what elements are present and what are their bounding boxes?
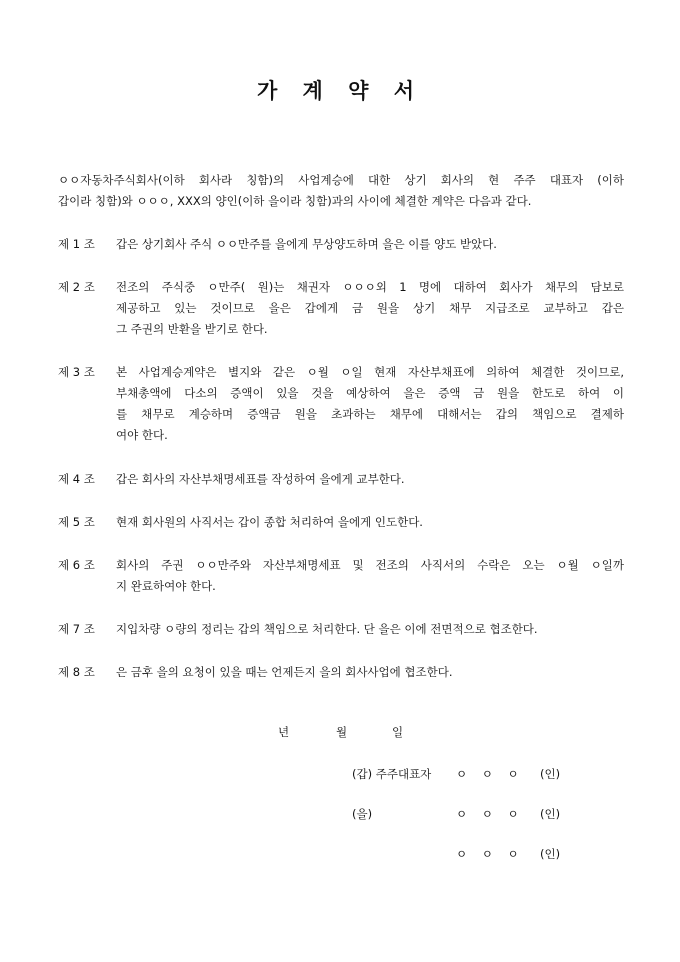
date-month: 월	[336, 725, 348, 739]
article-line: 갑은 상기회사 주식 ㅇㅇ만주를 을에게 무상양도하며 을은 이를 양도 받았다.	[116, 237, 497, 251]
article-line: 를 채무로 계승하며 증액금 원을 초과하는 채무에 대해서는 갑의 책임으로 결제하	[116, 407, 624, 421]
article-number: 제 3 조	[58, 365, 95, 379]
article-line: 지입차량 ㅇ량의 정리는 갑의 책임으로 처리한다. 단 을은 이에 전면적으로 협조한다.	[116, 622, 538, 636]
article-line: 제공하고 있는 것이므로 을은 갑에게 금 원을 상기 채무 지급조로 교부하고 갑은	[116, 301, 624, 315]
intro-paragraph	[58, 170, 624, 212]
signature-row	[352, 804, 372, 825]
document-title: 가 계 약 서	[256, 78, 424, 103]
article-8	[58, 662, 624, 683]
signature-party: (을)	[352, 807, 373, 821]
article-line: 현재 회사원의 사직서는 갑이 종합 처리하여 을에게 인도한다.	[116, 515, 423, 529]
signature-seal: (인)	[540, 807, 561, 821]
date-year: 년	[278, 725, 290, 739]
article-line: 지 완료하여야 한다.	[116, 579, 216, 593]
article-number: 제 6 조	[58, 558, 95, 572]
article-number: 제 8 조	[58, 665, 95, 679]
intro-line: 갑이라 칭함)와 ㅇㅇㅇ, XXX의 양인(이하 을이라 칭함)과의 사이에 체결한 계약은 다음과 같다.	[58, 194, 532, 208]
article-6	[58, 555, 624, 597]
article-number: 제 7 조	[58, 622, 95, 636]
article-line: 본 사업계승계약은 별지와 같은 ㅇ월 ㅇ일 현재 자산부채표에 의하여 체결한 것이므로,	[116, 365, 624, 379]
article-2	[58, 277, 624, 340]
signature-name: ㅇ ㅇ ㅇ	[456, 807, 519, 821]
date-day: 일	[392, 725, 404, 739]
article-5	[58, 512, 624, 533]
article-3	[58, 362, 624, 446]
signature-name: ㅇ ㅇ ㅇ	[456, 767, 519, 781]
signature-party: (갑) 주주대표자	[352, 767, 432, 781]
article-number: 제 4 조	[58, 472, 95, 486]
intro-line: ㅇㅇ자동차주식회사(이하 회사라 칭함)의 사업계승에 대한 상기 회사의 현 주주 대표자 (이하	[58, 173, 624, 187]
article-7	[58, 619, 624, 640]
article-line: 은 금후 을의 요청이 있을 때는 언제든지 을의 회사사업에 협조한다.	[116, 665, 453, 679]
article-line: 전조의 주식중 ㅇ만주( 원)는 채권자 ㅇㅇㅇ외 1 명에 대하여 회사가 채무의 담보로	[116, 280, 624, 294]
article-number: 제 1 조	[58, 237, 95, 251]
article-line: 여야 한다.	[116, 428, 168, 442]
article-1	[58, 234, 624, 255]
article-number: 제 2 조	[58, 280, 95, 294]
article-line: 부채총액에 다소의 증액이 있을 것을 예상하여 을은 증액 금 원을 한도로 하여 이	[116, 386, 624, 400]
article-line: 그 주권의 반환을 받기로 한다.	[116, 322, 268, 336]
article-line: 회사의 주권 ㅇㅇ만주와 자산부채명세표 및 전조의 사직서의 수락은 오는 ㅇ월 ㅇ일까	[116, 558, 624, 572]
signature-name: ㅇ ㅇ ㅇ	[456, 847, 519, 861]
signature-row	[352, 764, 431, 785]
article-line: 갑은 회사의 자산부채명세표를 작성하여 을에게 교부한다.	[116, 472, 405, 486]
signature-seal: (인)	[540, 767, 561, 781]
article-number: 제 5 조	[58, 515, 95, 529]
article-4	[58, 469, 624, 490]
signature-seal: (인)	[540, 847, 561, 861]
